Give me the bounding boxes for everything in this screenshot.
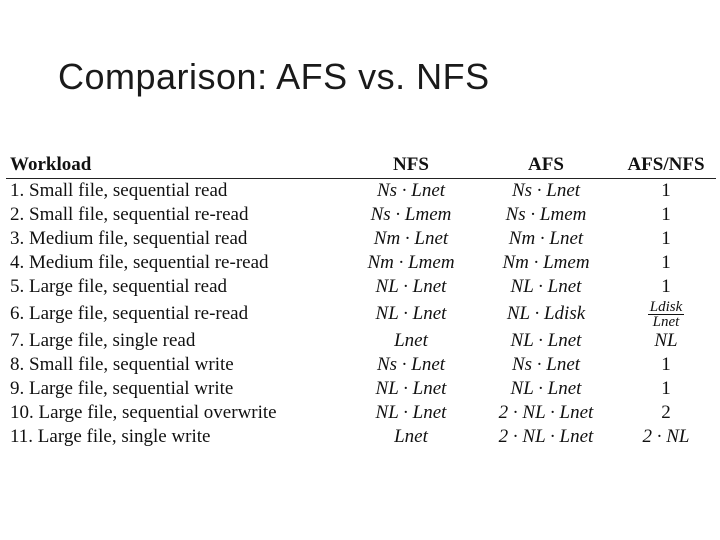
workload-cell: 2. Small file, sequential re-read bbox=[10, 204, 249, 225]
table-row bbox=[6, 251, 716, 275]
ratio-fraction bbox=[648, 300, 685, 329]
table-row bbox=[6, 329, 716, 353]
ratio-cell: 1 bbox=[661, 180, 671, 201]
table-row bbox=[6, 299, 716, 329]
workload-cell: 9. Large file, sequential write bbox=[10, 378, 234, 399]
ratio-cell: 2 · NL bbox=[642, 426, 690, 447]
afs-cell: Ns · Lnet bbox=[511, 354, 581, 375]
nfs-cell: Ns · Lnet bbox=[376, 354, 446, 375]
table-row bbox=[6, 203, 716, 227]
afs-cell: NL · Lnet bbox=[510, 330, 582, 351]
workload-cell: 3. Medium file, sequential read bbox=[10, 228, 248, 249]
fraction-numerator: Ldisk bbox=[649, 298, 683, 315]
workload-cell: 11. Large file, single write bbox=[10, 426, 211, 447]
comparison-table bbox=[6, 152, 716, 449]
ratio-cell: 1 bbox=[661, 354, 671, 375]
nfs-cell: NL · Lnet bbox=[375, 402, 447, 423]
afs-cell: NL · Lnet bbox=[510, 276, 582, 297]
workload-cell: 7. Large file, single read bbox=[10, 330, 196, 351]
header-afs: AFS bbox=[476, 152, 616, 179]
workload-cell: 1. Small file, sequential read bbox=[10, 180, 228, 201]
afs-cell: 2 · NL · Lnet bbox=[498, 402, 594, 423]
fraction-denominator: Lnet bbox=[652, 313, 680, 330]
afs-cell: Nm · Lnet bbox=[508, 228, 584, 249]
header-workload: Workload bbox=[6, 152, 346, 179]
workload-cell: 10. Large file, sequential overwrite bbox=[10, 402, 277, 423]
header-nfs: NFS bbox=[346, 152, 476, 179]
comparison-table-container bbox=[6, 152, 716, 449]
nfs-cell: Ns · Lnet bbox=[376, 180, 446, 201]
ratio-cell: 1 bbox=[661, 276, 671, 297]
ratio-cell: 1 bbox=[661, 228, 671, 249]
header-ratio: AFS/NFS bbox=[616, 152, 716, 179]
ratio-cell: 1 bbox=[661, 378, 671, 399]
nfs-cell: Lnet bbox=[394, 330, 428, 351]
afs-cell: 2 · NL · Lnet bbox=[498, 426, 594, 447]
slide-title: Comparison: AFS vs. NFS bbox=[58, 56, 490, 97]
table-row bbox=[6, 227, 716, 251]
nfs-cell: Nm · Lnet bbox=[373, 228, 449, 249]
afs-cell: Ns · Lmem bbox=[505, 204, 587, 225]
nfs-cell: Ns · Lmem bbox=[370, 204, 452, 225]
nfs-cell: Lnet bbox=[394, 426, 428, 447]
ratio-cell: 1 bbox=[661, 252, 671, 273]
workload-cell: 4. Medium file, sequential re-read bbox=[10, 252, 269, 273]
table-row bbox=[6, 179, 716, 204]
table-row bbox=[6, 353, 716, 377]
table-row bbox=[6, 377, 716, 401]
table-row bbox=[6, 275, 716, 299]
workload-cell: 5. Large file, sequential read bbox=[10, 276, 227, 297]
nfs-cell: NL · Lnet bbox=[375, 303, 447, 324]
ratio-cell: NL bbox=[654, 330, 678, 351]
ratio-cell: 2 bbox=[661, 402, 671, 423]
table-row bbox=[6, 401, 716, 425]
table-row bbox=[6, 425, 716, 449]
workload-cell: 6. Large file, sequential re-read bbox=[10, 303, 249, 324]
ratio-fraction-cell bbox=[616, 299, 716, 329]
afs-cell: Ns · Lnet bbox=[511, 180, 581, 201]
table-header-row bbox=[6, 152, 716, 179]
ratio-cell: 1 bbox=[661, 204, 671, 225]
afs-cell: Nm · Lmem bbox=[502, 252, 590, 273]
afs-cell: NL · Lnet bbox=[510, 378, 582, 399]
workload-cell: 8. Small file, sequential write bbox=[10, 354, 234, 375]
nfs-cell: NL · Lnet bbox=[375, 378, 447, 399]
nfs-cell: NL · Lnet bbox=[375, 276, 447, 297]
afs-cell: NL · Ldisk bbox=[506, 303, 586, 324]
nfs-cell: Nm · Lmem bbox=[367, 252, 455, 273]
